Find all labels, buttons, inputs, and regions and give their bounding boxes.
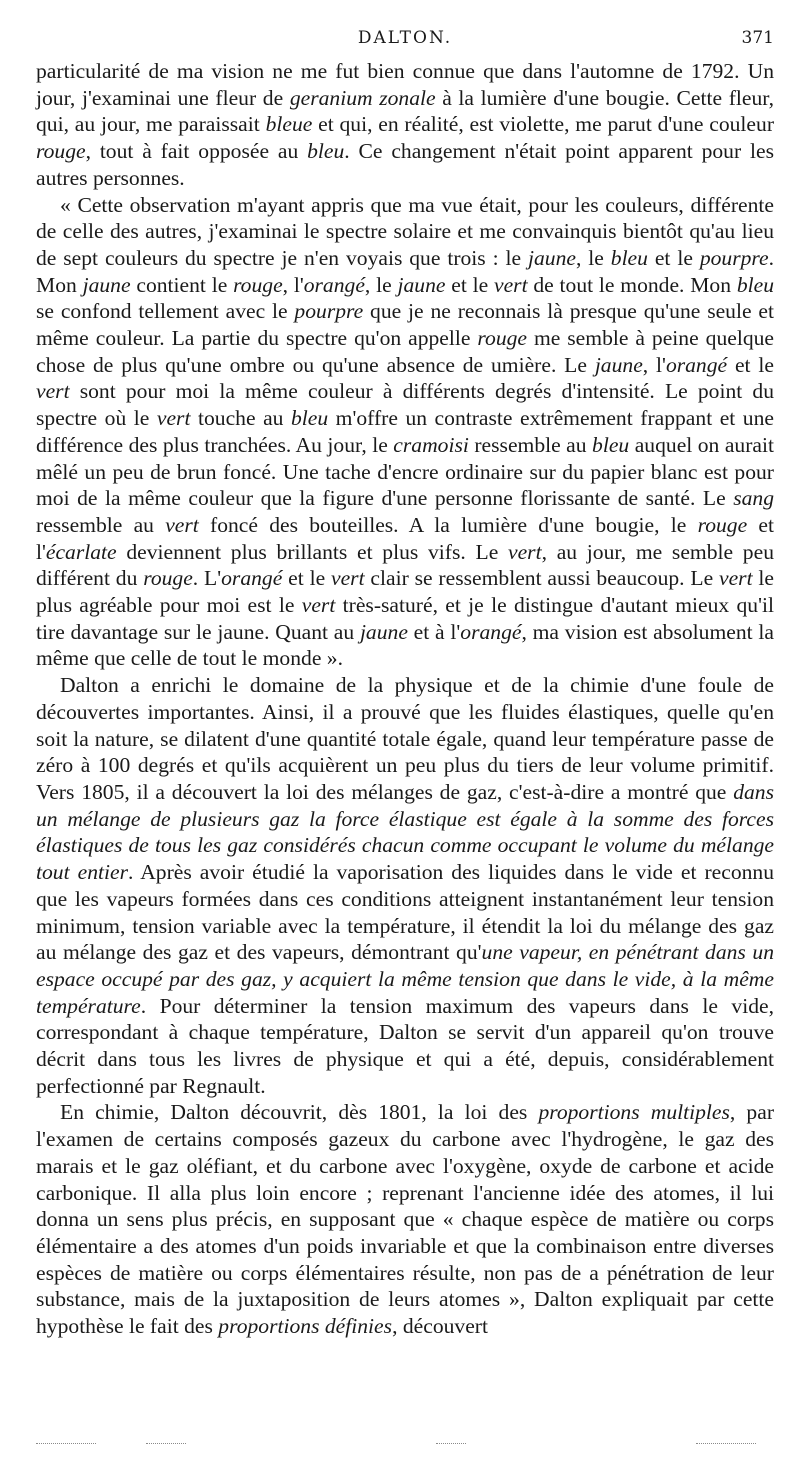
footer-rule: [36, 1443, 96, 1444]
paragraph-continuation: [36, 58, 774, 192]
italic-run: bleu: [592, 432, 630, 457]
text-run: auquel on aurait mêlé un peu de brun foncé. Une tache d'encre ordinaire sur du papier blanc est pour moi de la même couleur que la figure d'une personne florissante de santé. Le: [36, 432, 774, 511]
text-run: de tout le monde. Mon: [527, 272, 737, 297]
text-run: et le: [647, 245, 700, 270]
italic-run: jaune: [359, 619, 408, 644]
text-run: particularité de ma vision ne me fut bien connue que dans l'automne de 1792. Un jour, j'examinai une fleur de: [36, 59, 774, 110]
text-run: contient le: [130, 272, 234, 297]
text-run: m'offre un contraste extrêmement frappant et une différence des plus tranchées. Au jour, le: [36, 406, 774, 457]
italic-run: sang: [733, 486, 774, 511]
text-run: et qui, en réalité, est violette, me parut d'une couleur: [312, 112, 775, 137]
text-run: foncé des bouteilles. A la lumière d'une bougie, le: [198, 512, 698, 537]
text-run: et le: [727, 352, 774, 377]
text-run: , au jour, me semble peu différent du: [36, 539, 774, 591]
header-title: DALTON.: [357, 28, 453, 48]
italic-run: orangé: [221, 566, 283, 591]
italic-run: rouge: [36, 139, 86, 164]
footer-rule: [436, 1443, 466, 1444]
italic-run: une vapeur, en pénétrant dans un espace occupé par des gaz, y acquiert la même tension que dans le vide, à la même température: [36, 940, 774, 1018]
text-run: à la lumière d'une bougie. Cette fleur, qui, au jour, me paraissait: [36, 85, 775, 137]
italic-run: geranium zonale: [289, 85, 436, 110]
page-number: 371: [741, 28, 774, 48]
text-run: me semble à peine quelque chose de plus qu'une ombre ou qu'une absence de umière. Le: [36, 326, 774, 377]
text-run: clair se ressemblent aussi beaucoup. Le: [364, 566, 720, 591]
italic-run: vert: [156, 406, 191, 431]
italic-run: bleue: [265, 112, 313, 137]
italic-run: rouge: [143, 566, 193, 591]
text-run: très-saturé, et je le distingue d'autant mieux qu'il tire davantage sur le jaune. Quant au: [36, 593, 774, 644]
footer-rule: [696, 1443, 756, 1444]
italic-run: bleu: [610, 245, 648, 270]
text-run: , tout à fait opposée au: [85, 139, 308, 164]
text-run: . L': [192, 566, 222, 591]
italic-run: dans un mélange de plusieurs gaz la force élastique est égale à la somme des forces élastiques de tous les gaz considérés chacun comme occupant le volume du mélange tout entier: [36, 779, 774, 885]
italic-run: écarlate: [45, 539, 117, 564]
text-run: , ma vision est absolument la même que celle de tout le monde ».: [36, 619, 774, 671]
italic-run: rouge: [697, 512, 748, 537]
text-run: Dalton a enrichi le domaine de la physique et de la chimie d'une foule de découvertes importantes. Ainsi, il a prouvé que les fluides élastiques, quelle qu'en soit la nature, se dilatent d'une quantité totale égale, quand leur température passe de zéro à 100 degrés et qu'ils acquièrent un peu plus du tiers de leur volume primitif. Vers 1805, il a découvert la loi des mélanges de gaz, c'est-à-dire a montré que: [36, 673, 774, 804]
italic-run: cramoisi: [393, 432, 469, 457]
text-run: se confond tellement avec le: [36, 299, 295, 324]
italic-run: bleu: [736, 272, 774, 297]
body-text: [36, 58, 774, 1340]
text-run: En chimie, Dalton découvrit, dès 1801, la loi des: [60, 1100, 539, 1125]
italic-run: pourpre: [294, 299, 364, 324]
text-run: sont pour moi la même couleur à différents degrés d'intensité. Le point du spectre où le: [36, 379, 774, 431]
text-run: « Cette observation m'ayant appris que ma vue était, pour les couleurs, différente de celle des autres, j'examinai le spectre solaire et me convainquis bientôt qu'au lieu de sept couleurs du spectre je n'en voyais que trois : le: [36, 192, 774, 270]
text-run: et à l': [407, 619, 461, 644]
text-run: , par l'examen de certains composés gazeux du carbone avec l'hydrogène, le gaz des marais et le gaz oléfiant, et du carbone avec l'oxygène, oxyde de carbone et acide carbonique. Il alla plus loin encore ; reprenant l'ancienne idée des atomes, il lui donna un sens plus précis, en supposant que « chaque espèce de matière ou corps élémentaire a des atomes d'un poids invariable et que la combinaison entre diverses espèces de matière ou corps élémentaires résulte, non pas de a pénétration de leur substance, mais de la juxtaposition de leurs atomes », Dalton expliquait par cette hypothèse le fait des: [36, 1100, 775, 1339]
text-run: . Pour déterminer la tension maximum des vapeurs dans le vide, correspondant à chaque température, Dalton se servit d'un appareil qu'on trouve décrit dans tous les livres de physique et qui a été, depuis, considérablement perfectionné par Regnault.: [36, 993, 774, 1098]
text-run: . Après avoir étudié la vaporisation des liquides dans le vide et reconnu que les vapeurs formées dans ces conditions atteignent instantanément leur tension minimum, tension variable avec la température, il étendit la loi du mélange des gaz au mélange des gaz et des vapeurs, démontrant qu': [36, 860, 775, 965]
text-run: que je ne reconnais là presque qu'une seule et même couleur. La partie du spectre qu'on appelle: [36, 299, 774, 351]
text-run: deviennent plus brillants et plus vifs. Le: [116, 539, 509, 564]
italic-run: vert: [719, 566, 753, 591]
italic-run: jaune: [397, 272, 446, 297]
italic-run: rouge: [233, 272, 283, 297]
italic-run: vert: [494, 272, 528, 297]
italic-run: bleu: [290, 406, 329, 431]
text-run: . Mon: [36, 245, 774, 297]
italic-run: jaune: [594, 352, 643, 377]
paragraph-chemistry-discoveries: [36, 1099, 774, 1339]
italic-run: vert: [301, 593, 336, 618]
italic-run: bleu: [307, 139, 345, 164]
text-run: , découvert: [392, 1314, 488, 1339]
italic-run: pourpre: [699, 245, 769, 270]
italic-run: orangé: [665, 352, 728, 377]
italic-run: jaune: [82, 272, 131, 297]
italic-run: vert: [508, 539, 542, 564]
italic-run: vert: [331, 566, 365, 591]
italic-run: proportions définies: [218, 1314, 393, 1339]
paragraph-physics-discoveries: [36, 672, 774, 1099]
text-run: , l': [282, 272, 304, 297]
footer-dotted-rules: [36, 1443, 774, 1449]
italic-run: vert: [165, 512, 199, 537]
paragraph-dalton-quote: [36, 192, 774, 673]
italic-run: orangé: [460, 619, 522, 644]
running-header: [36, 28, 774, 56]
text-run: ressemble au: [36, 512, 166, 537]
italic-run: rouge: [477, 326, 527, 351]
italic-run: jaune: [528, 245, 576, 270]
italic-run: orangé: [303, 272, 365, 297]
italic-run: vert: [36, 379, 70, 404]
text-run: . Ce changement n'était point apparent pour les autres personnes.: [36, 139, 774, 190]
text-run: et le: [445, 272, 494, 297]
text-run: le plus agréable pour moi est le: [36, 566, 775, 618]
text-run: touche au: [190, 406, 291, 431]
text-run: et l': [36, 512, 774, 564]
text-run: , l': [642, 352, 666, 377]
text-run: ressemble au: [468, 432, 593, 457]
text-run: , le: [364, 272, 398, 297]
text-run: et le: [282, 566, 331, 591]
text-run: , le: [575, 245, 611, 270]
italic-run: proportions multiples: [538, 1100, 730, 1125]
footer-rule: [146, 1443, 186, 1444]
